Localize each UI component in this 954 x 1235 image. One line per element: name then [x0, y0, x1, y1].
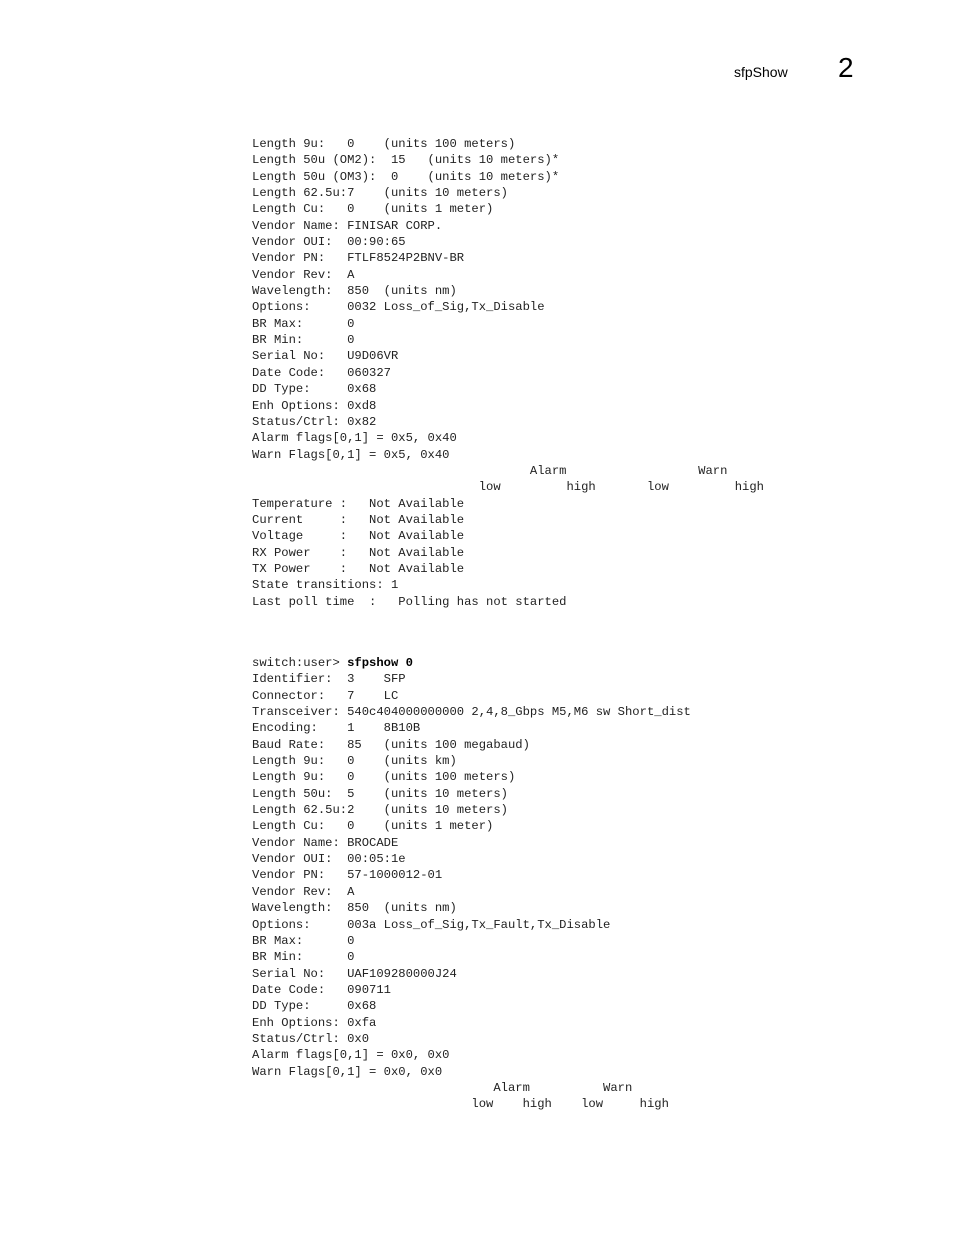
- output-line: RX Power : Not Available: [252, 545, 465, 560]
- output-line: DD Type: 0x68: [252, 999, 377, 1014]
- output-line: Vendor Name: BROCADE: [252, 835, 399, 850]
- output-line: Vendor Name: FINISAR CORP.: [252, 218, 443, 233]
- output-line: TX Power : Not Available: [252, 561, 465, 576]
- output-line: Serial No: U9D06VR: [252, 349, 399, 364]
- output-line: Last poll time : Polling has not started: [252, 594, 567, 609]
- output-line: Identifier: 3 SFP: [252, 672, 406, 687]
- output-line: Length 50u (OM3): 0 (units 10 meters)*: [252, 169, 560, 184]
- output-line: Serial No: UAF109280000J24: [252, 966, 457, 981]
- output-line: Date Code: 090711: [252, 982, 391, 997]
- output-line: Vendor PN: 57-1000012-01: [252, 868, 443, 883]
- output-line: Enh Options: 0xfa: [252, 1015, 377, 1030]
- output-line: Current : Not Available: [252, 512, 465, 527]
- output-line: Length Cu: 0 (units 1 meter): [252, 202, 494, 217]
- section-title: sfpShow: [734, 64, 788, 80]
- output-line: Warn Flags[0,1] = 0x5, 0x40: [252, 447, 450, 462]
- output-line: Length Cu: 0 (units 1 meter): [252, 819, 494, 834]
- output-line: Length 62.5u:2 (units 10 meters): [252, 803, 508, 818]
- output-line: BR Max: 0: [252, 316, 355, 331]
- output-line: Length 9u: 0 (units 100 meters): [252, 770, 516, 785]
- output-line: BR Min: 0: [252, 950, 355, 965]
- output-line: Temperature : Not Available: [252, 496, 465, 511]
- chapter-number: 2: [838, 52, 854, 83]
- output-line: Length 50u: 5 (units 10 meters): [252, 786, 508, 801]
- output-line: low high low high: [252, 480, 764, 495]
- output-line: Voltage : Not Available: [252, 529, 465, 544]
- code-block-sfpshow-command: [252, 655, 691, 1113]
- output-line: Vendor Rev: A: [252, 884, 355, 899]
- output-line: low high low high: [252, 1097, 669, 1112]
- output-line: Baud Rate: 85 (units 100 megabaud): [252, 737, 530, 752]
- output-line: Transceiver: 540c404000000000 2,4,8_Gbps M5,M6 sw Short_dist: [252, 705, 691, 720]
- output-line: Status/Ctrl: 0x0: [252, 1031, 370, 1046]
- output-line: Warn Flags[0,1] = 0x0, 0x0: [252, 1064, 443, 1079]
- output-line: Status/Ctrl: 0x82: [252, 414, 377, 429]
- output-line: Vendor Rev: A: [252, 267, 355, 282]
- output-line: BR Max: 0: [252, 933, 355, 948]
- output-line: Length 9u: 0 (units km): [252, 754, 457, 769]
- output-line: Alarm flags[0,1] = 0x0, 0x0: [252, 1048, 450, 1063]
- output-line: Connector: 7 LC: [252, 688, 399, 703]
- output-line: Enh Options: 0xd8: [252, 398, 377, 413]
- output-line: Alarm Warn: [252, 463, 728, 478]
- output-line: Vendor PN: FTLF8524P2BNV-BR: [252, 251, 465, 266]
- output-line: Alarm flags[0,1] = 0x5, 0x40: [252, 431, 457, 446]
- code-block-sfp-output-continued: [252, 136, 764, 610]
- command-prompt: switch:user>: [252, 656, 348, 670]
- output-line: Vendor OUI: 00:05:1e: [252, 852, 406, 867]
- output-line: Options: 0032 Loss_of_Sig,Tx_Disable: [252, 300, 545, 315]
- output-line: Options: 003a Loss_of_Sig,Tx_Fault,Tx_Disable: [252, 917, 611, 932]
- output-line: Encoding: 1 8B10B: [252, 721, 421, 736]
- command-text: sfpshow 0: [347, 656, 413, 670]
- output-line: Length 62.5u:7 (units 10 meters): [252, 186, 508, 201]
- output-line: State transitions: 1: [252, 578, 399, 593]
- output-line: Wavelength: 850 (units nm): [252, 284, 457, 299]
- output-line: Date Code: 060327: [252, 365, 391, 380]
- output-line: Vendor OUI: 00:90:65: [252, 235, 406, 250]
- output-line: DD Type: 0x68: [252, 382, 377, 397]
- output-line: Wavelength: 850 (units nm): [252, 901, 457, 916]
- output-line: Length 50u (OM2): 15 (units 10 meters)*: [252, 153, 560, 168]
- output-line: BR Min: 0: [252, 333, 355, 348]
- output-line: Length 9u: 0 (units 100 meters): [252, 137, 516, 151]
- output-line: Alarm Warn: [252, 1080, 633, 1095]
